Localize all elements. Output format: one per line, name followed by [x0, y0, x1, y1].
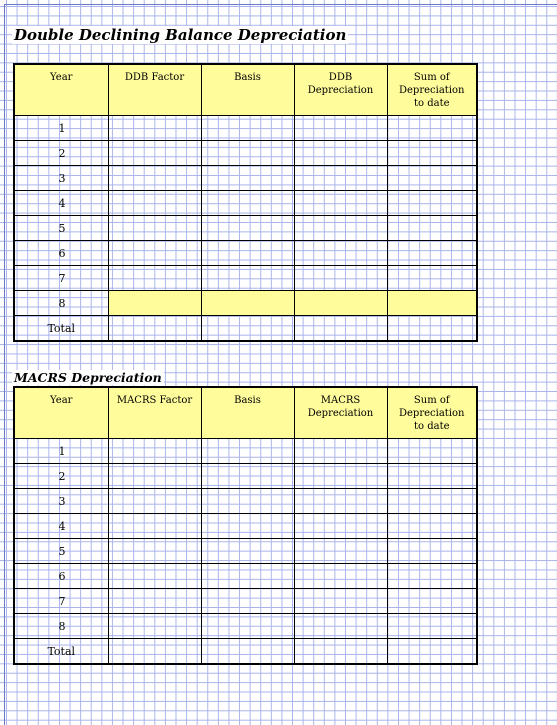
ddb-cell[interactable] [387, 116, 477, 141]
macrs-cell[interactable] [108, 489, 201, 514]
macrs-year-cell[interactable]: 6 [14, 564, 108, 589]
macrs-cell[interactable] [294, 514, 387, 539]
ddb-cell[interactable] [294, 266, 387, 291]
ddb-cell[interactable] [108, 191, 201, 216]
macrs-cell[interactable] [201, 439, 294, 464]
ddb-header-basis: Basis [201, 64, 294, 116]
macrs-row-1 [14, 439, 477, 464]
ddb-cell[interactable] [294, 241, 387, 266]
ddb-cell[interactable] [108, 216, 201, 241]
macrs-year-cell[interactable]: 8 [14, 614, 108, 639]
macrs-total-row [14, 639, 477, 665]
ddb-cell[interactable] [387, 141, 477, 166]
ddb-header-year: Year [14, 64, 108, 116]
macrs-cell[interactable] [294, 564, 387, 589]
macrs-cell[interactable] [294, 639, 387, 665]
ddb-cell[interactable] [294, 316, 387, 342]
macrs-header-year: Year [14, 387, 108, 439]
macrs-year-cell[interactable]: 7 [14, 589, 108, 614]
macrs-cell[interactable] [108, 439, 201, 464]
ddb-cell[interactable] [201, 316, 294, 342]
macrs-row-2 [14, 464, 477, 489]
ddb-cell[interactable] [108, 291, 201, 316]
ddb-cell[interactable] [294, 291, 387, 316]
macrs-header-sum-to-date: Sum of Depreciation to date [387, 387, 477, 439]
ddb-row-8 [14, 291, 477, 316]
ddb-cell[interactable] [201, 116, 294, 141]
ddb-cell[interactable] [387, 166, 477, 191]
ddb-year-cell[interactable]: 5 [14, 216, 108, 241]
macrs-cell[interactable] [201, 539, 294, 564]
ddb-header-sum-to-date: Sum of Depreciation to date [387, 64, 477, 116]
macrs-cell[interactable] [294, 539, 387, 564]
ddb-cell[interactable] [201, 166, 294, 191]
macrs-cell[interactable] [387, 639, 477, 665]
macrs-year-cell[interactable]: 4 [14, 514, 108, 539]
ddb-cell[interactable] [294, 141, 387, 166]
macrs-row-8 [14, 614, 477, 639]
ddb-year-cell[interactable]: 8 [14, 291, 108, 316]
macrs-year-cell[interactable]: 3 [14, 489, 108, 514]
macrs-row-5 [14, 539, 477, 564]
ddb-row-7 [14, 266, 477, 291]
ddb-cell[interactable] [108, 241, 201, 266]
ddb-cell[interactable] [201, 266, 294, 291]
macrs-cell[interactable] [108, 539, 201, 564]
macrs-header-factor: MACRS Factor [108, 387, 201, 439]
ddb-cell[interactable] [387, 316, 477, 342]
ddb-year-cell[interactable]: 1 [14, 116, 108, 141]
macrs-cell[interactable] [387, 514, 477, 539]
ddb-row-2 [14, 141, 477, 166]
ddb-title: Double Declining Balance Depreciation [14, 26, 347, 44]
macrs-cell[interactable] [201, 489, 294, 514]
macrs-cell[interactable] [387, 439, 477, 464]
ddb-header-row [14, 64, 477, 116]
macrs-cell[interactable] [201, 589, 294, 614]
ddb-cell[interactable] [201, 191, 294, 216]
macrs-cell[interactable] [294, 589, 387, 614]
ddb-cell[interactable] [108, 316, 201, 342]
ddb-cell[interactable] [387, 241, 477, 266]
macrs-cell[interactable] [387, 564, 477, 589]
macrs-cell[interactable] [108, 564, 201, 589]
macrs-header-row [14, 387, 477, 439]
ddb-cell[interactable] [294, 116, 387, 141]
macrs-cell[interactable] [387, 589, 477, 614]
ddb-year-cell[interactable]: 3 [14, 166, 108, 191]
macrs-cell[interactable] [108, 639, 201, 665]
ddb-total-label[interactable]: Total [14, 316, 108, 342]
macrs-cell[interactable] [201, 564, 294, 589]
ddb-row-6 [14, 241, 477, 266]
ddb-table [13, 63, 478, 342]
macrs-row-6 [14, 564, 477, 589]
ddb-cell[interactable] [108, 116, 201, 141]
macrs-title: MACRS Depreciation [14, 370, 162, 385]
ddb-cell[interactable] [201, 291, 294, 316]
macrs-cell[interactable] [201, 639, 294, 665]
ddb-row-3 [14, 166, 477, 191]
macrs-cell[interactable] [201, 514, 294, 539]
macrs-cell[interactable] [294, 614, 387, 639]
macrs-cell[interactable] [108, 514, 201, 539]
ddb-cell[interactable] [387, 266, 477, 291]
macrs-cell[interactable] [387, 489, 477, 514]
macrs-cell[interactable] [201, 464, 294, 489]
ddb-header-depreciation: DDB Depreciation [294, 64, 387, 116]
macrs-header-depreciation: MACRS Depreciation [294, 387, 387, 439]
ddb-cell[interactable] [387, 216, 477, 241]
macrs-cell[interactable] [387, 539, 477, 564]
ddb-row-4 [14, 191, 477, 216]
ddb-cell[interactable] [108, 266, 201, 291]
ddb-cell[interactable] [294, 216, 387, 241]
ddb-cell[interactable] [294, 166, 387, 191]
macrs-header-basis: Basis [201, 387, 294, 439]
ddb-cell[interactable] [108, 166, 201, 191]
macrs-total-label[interactable]: Total [14, 639, 108, 665]
ddb-cell[interactable] [387, 191, 477, 216]
macrs-row-7 [14, 589, 477, 614]
macrs-table [13, 386, 478, 665]
ddb-header-factor: DDB Factor [108, 64, 201, 116]
macrs-cell[interactable] [108, 464, 201, 489]
ddb-cell[interactable] [294, 191, 387, 216]
macrs-year-cell[interactable]: 2 [14, 464, 108, 489]
ddb-year-cell[interactable]: 2 [14, 141, 108, 166]
macrs-cell[interactable] [108, 614, 201, 639]
ddb-row-1 [14, 116, 477, 141]
macrs-cell[interactable] [294, 464, 387, 489]
macrs-year-cell[interactable]: 5 [14, 539, 108, 564]
macrs-cell[interactable] [387, 614, 477, 639]
ddb-cell[interactable] [201, 216, 294, 241]
ddb-year-cell[interactable]: 7 [14, 266, 108, 291]
macrs-cell[interactable] [294, 489, 387, 514]
macrs-cell[interactable] [387, 464, 477, 489]
macrs-cell[interactable] [201, 614, 294, 639]
macrs-row-4 [14, 514, 477, 539]
ddb-total-row [14, 316, 477, 342]
macrs-row-3 [14, 489, 477, 514]
macrs-year-cell[interactable]: 1 [14, 439, 108, 464]
ddb-year-cell[interactable]: 4 [14, 191, 108, 216]
ddb-row-5 [14, 216, 477, 241]
ddb-cell[interactable] [387, 291, 477, 316]
macrs-cell[interactable] [294, 439, 387, 464]
macrs-cell[interactable] [108, 589, 201, 614]
ddb-cell[interactable] [108, 141, 201, 166]
ddb-cell[interactable] [201, 241, 294, 266]
ddb-cell[interactable] [201, 141, 294, 166]
ddb-year-cell[interactable]: 6 [14, 241, 108, 266]
